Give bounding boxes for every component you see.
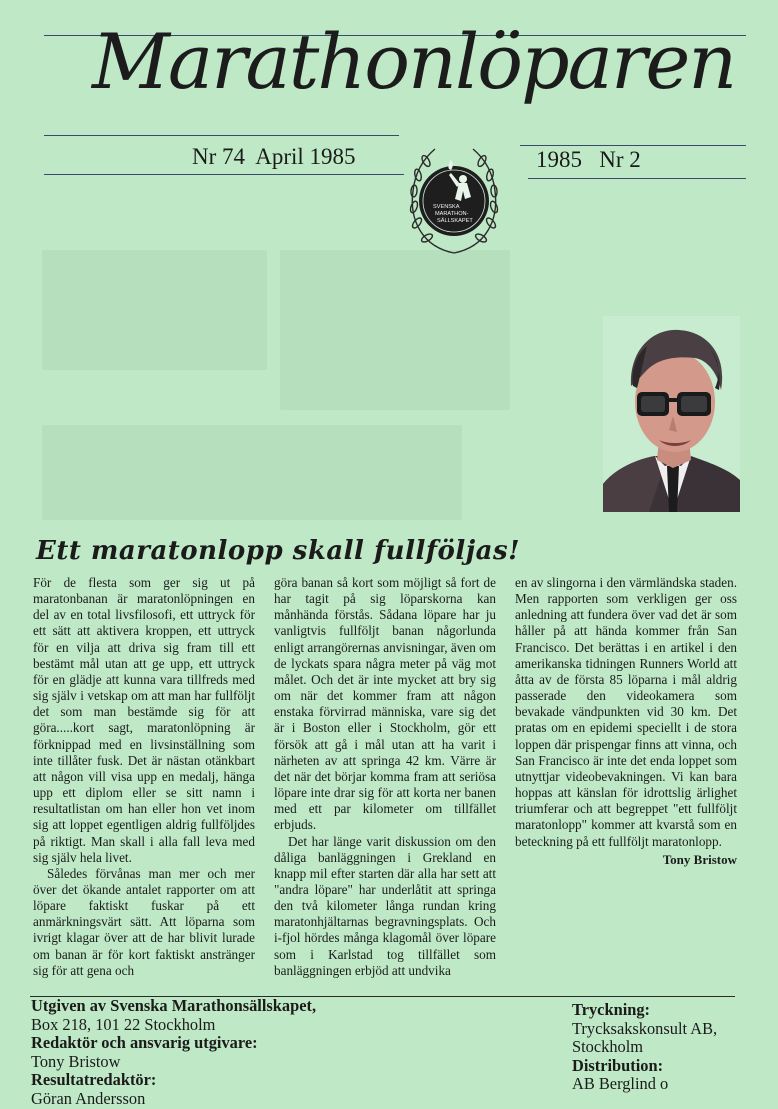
show-through-block xyxy=(280,250,510,410)
masthead-bottom-rule-right xyxy=(528,178,746,179)
distributor-name: AB Berglind o xyxy=(572,1074,669,1094)
article-paragraph: För de flesta som ger sig ut på maratonbanan är maratonlöpningen en del av en total livsfilosofi, ett uttryck för ett sätt att aktivera kroppen, ett uttryck för en vilja att driva sig fram till ett bestämt mål utan att ge upp, ett uttryck för en glädje att kunna vara tillfreds med sig själv i vetskap om att man har fullföljt det som man bestämde sig för att göra.....kort sagt, maratonlöpning är förknippad med en livsinställning som inte tillåter fusk. Det är nästan otänkbart att någon vill visa upp en medalj, hänga upp ett diplom eller se sitt namn i resultatlistan om han eller hon vet inom sig att loppet egentligen aldrig fullföljdes på riktigt. Man skall i alla fall leva med sig själv hela livet. xyxy=(33,575,255,865)
author-portrait xyxy=(603,316,740,512)
distribution-label: Distribution: xyxy=(572,1055,664,1075)
article-headline: Ett maratonlopp skall fullföljas! xyxy=(36,536,521,566)
article-paragraph: en av slingorna i den värmländska staden. Men rapporten som verkligen ger oss anledning att fundera över vad det är som håller på att hända kommer från San Francisco. Det berättas i en artikel i den amerikanska tidningen Runners World att åtta av de första 85 löparna i mål aldrig passerade den videokamera som bevakade vändpunkten vid 30 km. Det pratas om en epidemi speciellt i de stora loppen där prispengar finns att vinna, och San Francisco är inte det enda loppet som utnyttjar videobevakningen. Vi kan bara hoppas att känslan för idrottslig ärlighet triumferar och att begreppet "ett fullföljt maratonlopp" kommer att kvarstå som en beteckning på ett fullföljt maratonlopp. xyxy=(515,575,737,849)
issue-info-left: Nr 74 April 1985 xyxy=(192,144,356,169)
emblem-text-line2: MARATHON- xyxy=(435,211,469,217)
article-paragraph: göra banan så kort som möjligt så fort de har tagit på sig löparskorna kan månhända förstås. Sådana löpare har ju vanligtvis fullföljt banan någorlunda enligt arrangörernas anvisningar, även om de lyckats spara några meter på väg mot målet. Och det är inte mycket att bry sig om när det kommer fram att någon enstaka förvirrad människa, vare sig det är i Boston eller i Stockholm, gör ett försök att gå i mål utan att ha varit i närheten av att springa 42 km. Värre är det när det börjar komma fram att seriösa löpare inte drar sig för att korta ner banen med ett par kilometer om tillfället erbjuds. xyxy=(274,575,496,833)
publisher-address: Box 218, 101 22 Stockholm xyxy=(31,1014,216,1034)
emblem-text-line1: SVENSKA xyxy=(433,204,460,210)
publisher-label: Utgiven av Svenska Marathonsällskapet, xyxy=(31,996,317,1015)
show-through-block xyxy=(42,425,462,520)
masthead-bottom-rule-left xyxy=(44,174,404,175)
printing-label: Tryckning: xyxy=(572,1000,651,1019)
article-paragraph: Således förvånas man mer och mer över det ökande antalet rapporter om att löpare faktiskt fuskar på ett anmärkningsvärt sätt. Att löparna som ivrigt klagar över att de har blivit lurade om banan är för kort faktiskt anstränger sig för att gena och xyxy=(33,865,255,978)
article-paragraph: Det har länge varit diskussion om den dåliga banläggningen i Grekland en knapp mil efter starten där alla har sett att "andra löpare" har underlåtit att springa den två kilometer långa rundan kring maratonhjältarnas begravningsplats. Och i-fjol hördes många klagomål över löpare som i Karlstad tog tillfället som banläggningen erbjöd att undvika xyxy=(274,833,496,978)
colophon-left xyxy=(31,997,316,1109)
editor-name: Tony Bristow xyxy=(31,1051,121,1071)
article-column-3 xyxy=(515,575,737,868)
issue-info-right: 1985 Nr 2 xyxy=(536,147,641,172)
article-column-1 xyxy=(33,575,255,979)
printer-city: Stockholm xyxy=(572,1037,644,1057)
show-through-block xyxy=(42,250,267,370)
masthead-title: Marathonlöparen xyxy=(92,17,736,106)
colophon-right xyxy=(572,1001,717,1094)
article-author: Tony Bristow xyxy=(662,851,737,867)
masthead-mid-rule-left xyxy=(44,135,399,136)
article-column-2 xyxy=(274,575,496,979)
emblem-text-line3: SÄLLSKAPET xyxy=(437,218,473,224)
editor-label: Redaktör och ansvarig utgivare: xyxy=(31,1033,258,1053)
society-emblem xyxy=(405,143,503,261)
results-editor-label: Resultatredaktör: xyxy=(31,1070,157,1090)
masthead-mid-rule-right xyxy=(520,145,746,146)
results-editor-name: Göran Andersson xyxy=(31,1088,146,1108)
printer-name: Trycksakskonsult AB, xyxy=(572,1018,718,1038)
